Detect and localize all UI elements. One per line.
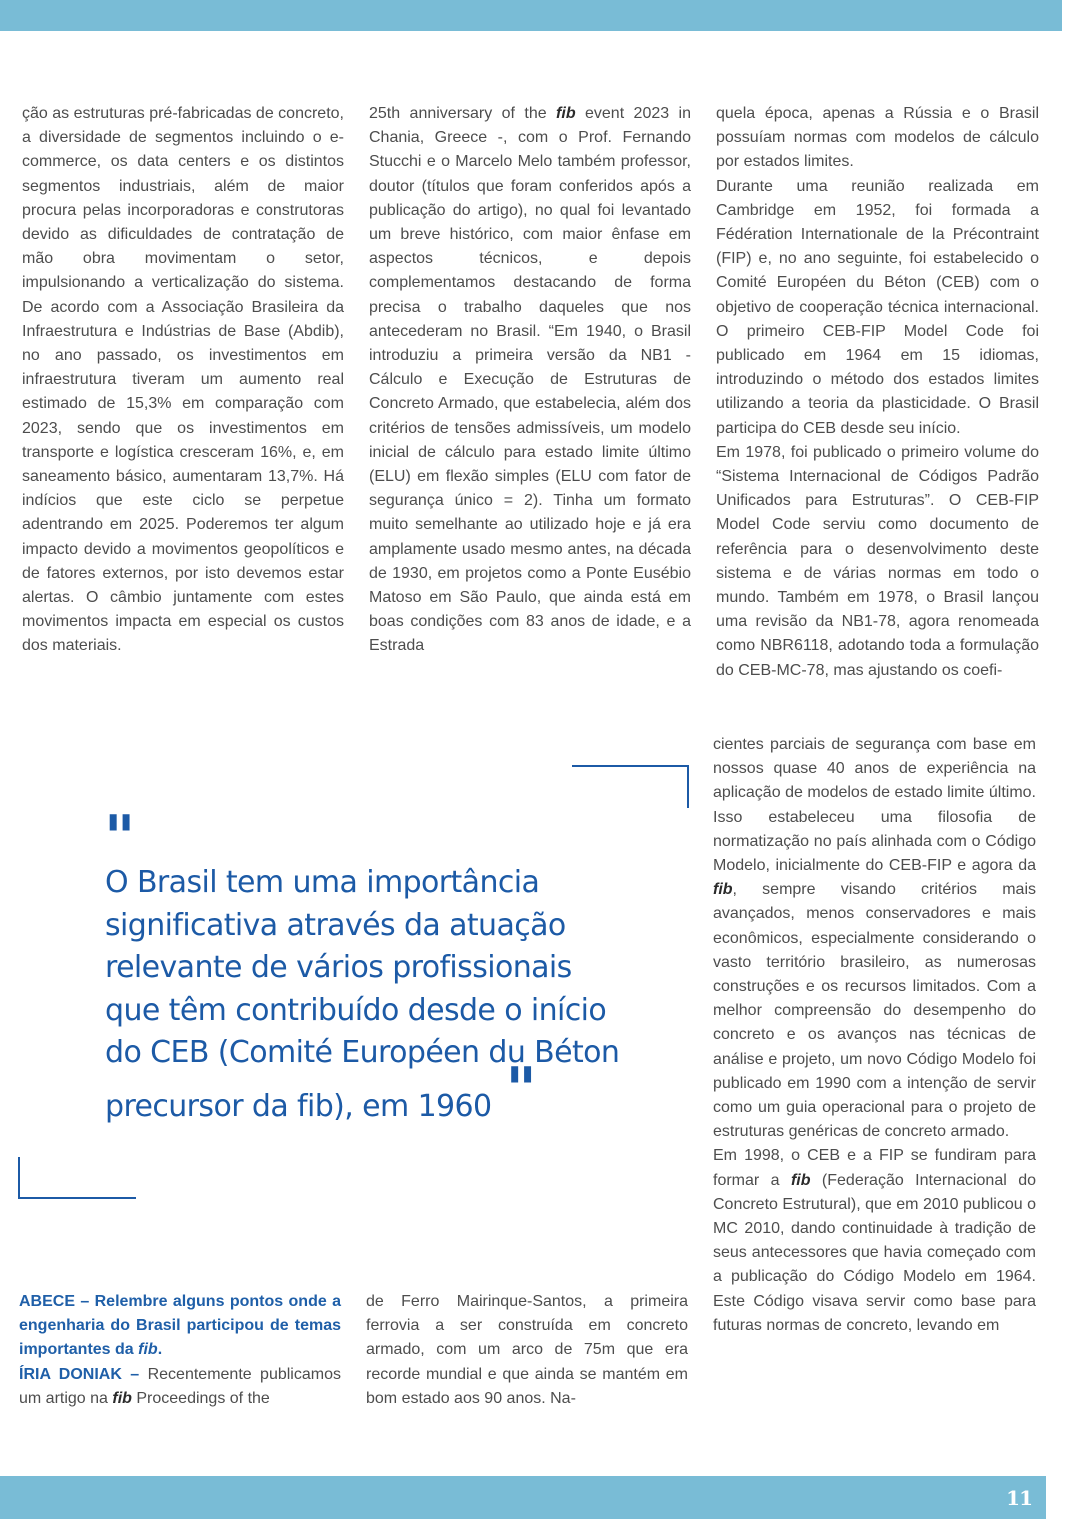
column-2-bottom	[366, 1290, 688, 1411]
column-1-bottom	[19, 1290, 341, 1411]
interview-answer	[19, 1363, 341, 1411]
paragraph: de Ferro Mairinque-Santos, a primeira ferrovia a ser construída em concreto armado, com um arco de 75m que era recorde mundial e que ainda se mantém em bom estado aos 90 anos. Na-	[366, 1293, 688, 1407]
fib-brand: fib	[556, 105, 576, 122]
fib-brand: fib	[112, 1389, 132, 1407]
text-span: Recentemente publicamos um artigo na	[19, 1365, 341, 1407]
paragraph: Em 1978, foi publicado o primeiro volume do “Sistema Internacional de Códigos Padrão Unificados para Estruturas”. O CEB-FIP Model Code serviu como documento de referência para o desenvolvimento deste sistema e de várias normas em todo o mundo. Também em 1978, o Brasil lançou uma revisão da NB1-78, agora renomeada como NBR6118, adotando toda a formulação do CEB-MC-78, mas ajustando os coefi-	[716, 443, 1039, 679]
column-1-top	[22, 102, 344, 659]
paragraph	[713, 1144, 1036, 1338]
question-end: .	[157, 1341, 163, 1359]
column-2-top	[369, 102, 691, 659]
top-bar	[0, 0, 1062, 31]
fib-brand: fib	[790, 1171, 811, 1189]
column-3-bottom	[713, 733, 1036, 1338]
open-quote-icon: "	[104, 803, 130, 873]
text-span: , sempre visando critérios mais avançados, menos conservadores e mais econômicos, especialmente considerando o vasto território brasileiro, as numerosas construções e os recursos limitados. Com a melhor compreensão do desempenho do concreto e os avanços nas técnicas de análise e projeto, um novo Código Modelo foi publicado em 1990 com a intenção de servir como um guia operacional para o projeto de estruturas genéricas de concreto armado.	[713, 881, 1036, 1141]
text-span: cientes parciais de segurança com base em nossos quase 40 anos de experiência na aplicação de modelos de estado limite último. Isso estabeleceu uma filosofia de normatização no país alinhada com o Código Modelo, inicialmente do CEB-FIP e agora da	[713, 736, 1036, 875]
close-quote-icon: "	[505, 1054, 531, 1125]
page-number: 11	[1006, 1486, 1032, 1510]
speaker-name: ÍRIA DONIAK –	[19, 1365, 140, 1383]
pullquote-frame-top-right	[572, 765, 689, 808]
paragraph: ção as estruturas pré-fabricadas de concreto, a diversidade de segmentos incluindo o e-commerce, os data centers e os distintos segmentos industriais, além de maior procura pelas incorporadoras e construtoras devido as dificuldades de contratação de mão obra movimentam o setor, impulsionando a verticalização do sistema. De acordo com a Associação Brasileira da Infraestrutura e Indústrias de Base (Abdib), no ano passado, os investimentos em infraestrutura tiveram um aumento real estimado de 15,3% em comparação com 2023, sendo que os investimentos em transporte e logística cresceram 16%, e, em saneamento básico, aumentaram 13,7%. Há indícios que este ciclo se perpetue adentrando em 2025. Poderemos ter algum impacto devido a movimentos geopolíticos e de fatores externos, por isto devemos estar alertas. O câmbio juntamente com estes movimentos impacta em especial os custos dos materiais.	[22, 105, 344, 655]
text-span: (Federação Internacional do Concreto Estrutural), que em 2010 publicou o MC 2010, dando continuidade à tradição de seus antecessores que havia começado com a publicação do Código Modelo em 1964. Este Código visava servir como base para futuras normas de concreto, levando em	[713, 1171, 1037, 1334]
pullquote	[105, 862, 625, 1128]
question-text: ABECE – Relembre alguns pontos onde a engenharia do Brasil participou de temas importantes da	[19, 1293, 341, 1359]
fib-brand: fib	[713, 881, 733, 899]
text-span: Proceedings of the	[131, 1389, 270, 1407]
bottom-bar	[0, 1476, 1046, 1519]
text-span: Em 1998, o CEB e a FIP se fundiram para formar a	[713, 1147, 1036, 1189]
paragraph: Durante uma reunião realizada em Cambridge em 1952, foi formada a Fédération Internationale de la Précontraint (FIP) e, no ano seguinte, foi estabelecido o Comité Européen du Béton (CEB) com o objetivo de cooperação técnica internacional. O primeiro CEB-FIP Model Code foi publicado em 1964 em 15 idiomas, introduzindo o método dos estados limites utilizando a teoria da plasticidade. O Brasil participa do CEB desde seu início.	[716, 177, 1039, 437]
text-span: event 2023 in Chania, Greece -, com o Prof. Fernando Stucchi e o Marcelo Melo também professor, doutor (títulos que foram conferidos após a publicação do artigo), no qual foi levantado um breve histórico, com maior ênfase em aspectos técnicos, e depois complementamos destacando de forma precisa o trabalho daqueles que nos antecederam no Brasil. “Em 1940, o Brasil introduziu a primeira versão da NB1 - Cálculo e Execução de Estruturas de Concreto Armado, que estabelecia, além dos critérios de tensões admissíveis, um modelo inicial de cálculo para estado limite último (ELU) em flexão simples (ELU com fator de segurança único = 2). Tinha um formato muito semelhante ao utilizado hoje e já era amplamente usado mesmo antes, na década de 1930, em projetos como a Ponte Eusébio Matoso em São Paulo, que ainda está em boas condições com 83 anos de idade, e a Estrada	[369, 105, 691, 655]
paragraph	[369, 102, 691, 659]
text-span: 25th anniversary of the	[369, 105, 557, 122]
pullquote-body: O Brasil tem uma importância significativa através da atuação relevante de vários profissionais que têm contribuído desde o início do CEB (Comité Européen du Béton precursor da fib), em 1960	[105, 865, 620, 1124]
pullquote-frame-bottom-left	[18, 1157, 136, 1199]
paragraph	[713, 733, 1036, 1144]
fib-brand: fib	[138, 1341, 158, 1359]
paragraph: quela época, apenas a Rússia e o Brasil possuíam normas com modelos de cálculo por estados limites.	[716, 105, 1039, 171]
interview-question	[19, 1290, 341, 1363]
pullquote-text	[105, 862, 625, 1128]
column-3-top	[716, 102, 1039, 683]
